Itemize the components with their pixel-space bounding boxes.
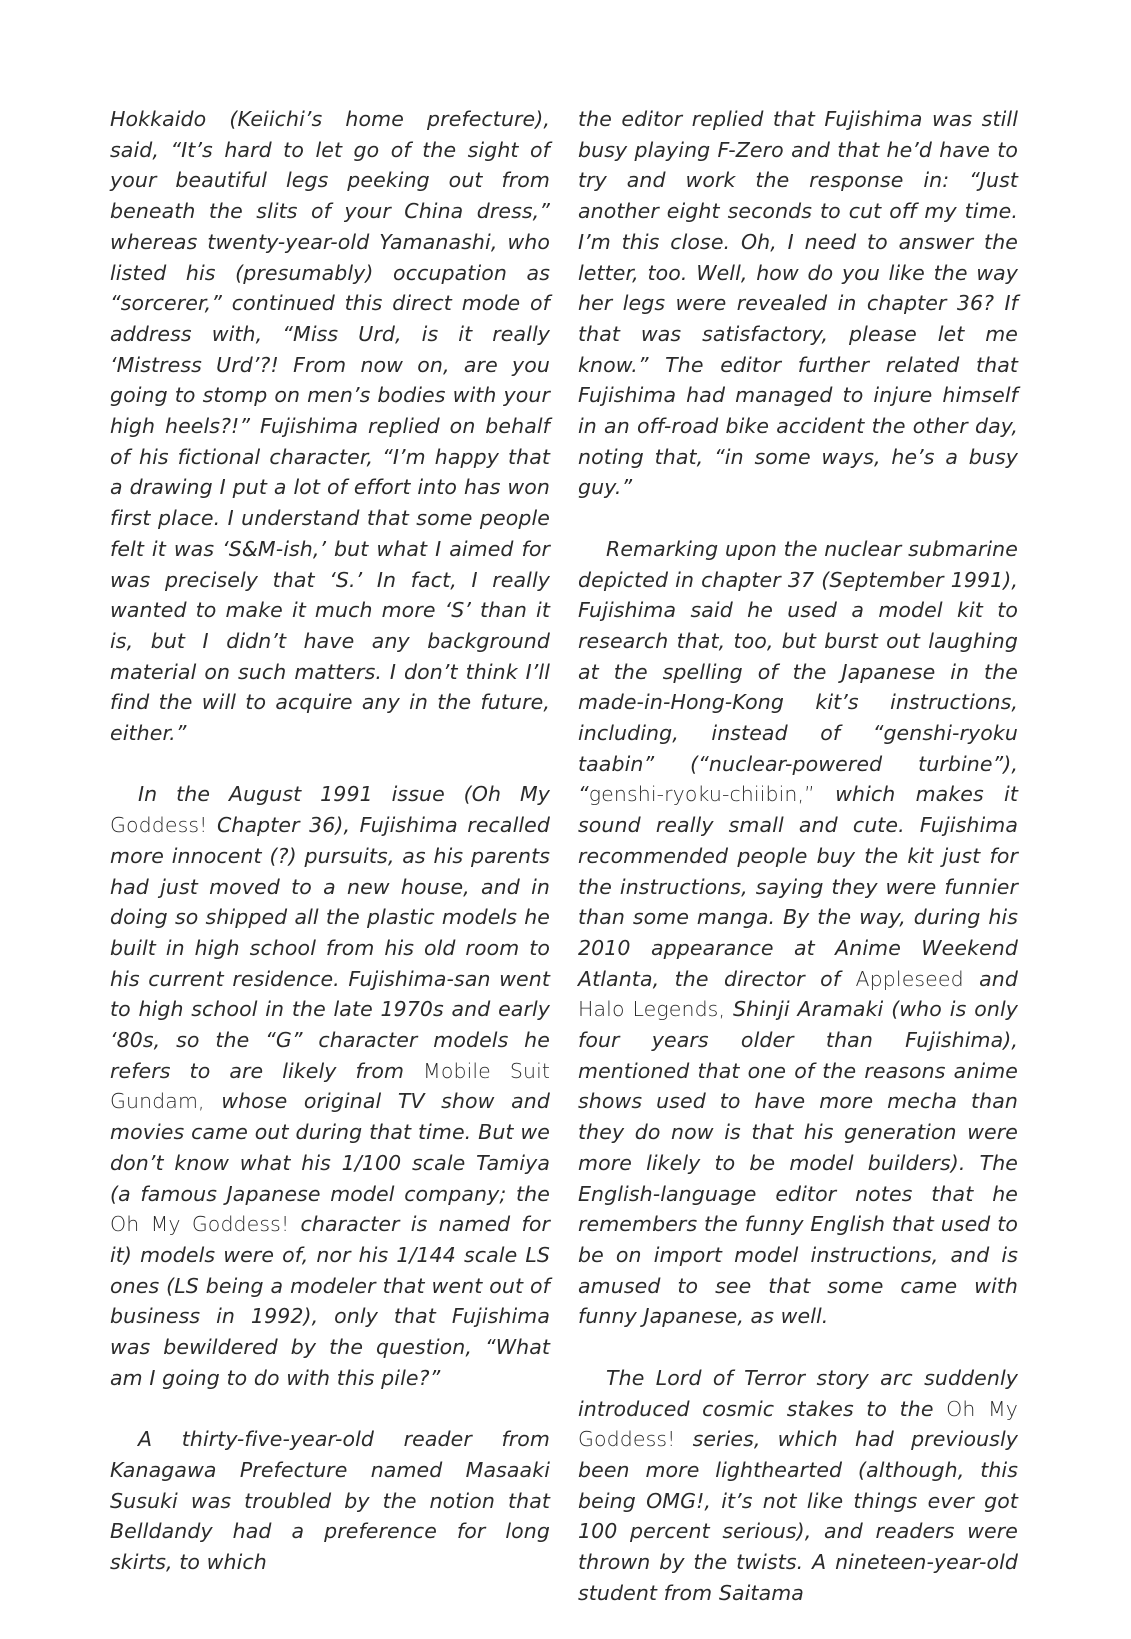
- title-run: Appleseed: [855, 966, 964, 991]
- text-run: Chapter 36), Fujishima recalled more innocent (?) pursuits, as his parents had just moved to a new house, and in doing so shipped all the plastic models he built in high school from his old room to his current residence. Fujishima-san went to high school in the late 1970s and early ‘80s, so the “G” character models he refers to are likely from: [110, 813, 550, 1083]
- right-text-column: [578, 104, 1018, 1639]
- title-run: Oh My Goddess!: [578, 1396, 1018, 1452]
- text-run: The Lord of Terror story arc suddenly introduced cosmic stakes to the: [578, 1365, 1018, 1421]
- paragraph: [578, 1363, 1018, 1609]
- paragraph: Hokkaido (Keiichi’s home prefecture), said, “It’s hard to let go of the sight of your beautiful legs peeking out from beneath the slits of your China dress,” whereas twenty-year-old Yamanashi, who listed his (presumably) occupation as “sorcerer,” continued this direct mode of address with, “Miss Urd, is it really ‘Mistress Urd’?! From now on, are you going to stomp on men’s bodies with your high heels?!” Fujishima replied on behalf of his fictional character, “I’m happy that a drawing I put a lot of effort into has won first place. I understand that some people felt it was ‘S&M-ish,’ but what I aimed for was precisely that ‘S.’ In fact, I really wanted to make it much more ‘S’ than it is, but I didn’t have any background material on such matters. I don’t think I’ll find the will to acquire any in the future, either.”: [110, 107, 550, 746]
- title-run: Halo Legends,: [578, 997, 726, 1022]
- text-run: In the August 1991 issue (Oh My: [138, 782, 550, 807]
- paragraph: A thirty-five-year-old reader from Kanagawa Prefecture named Masaaki Susuki was troubled by the notion that Belldandy had a preference for long skirts, to which: [110, 1427, 550, 1575]
- paragraph: [578, 534, 1018, 1332]
- text-run: Remarking upon the nuclear submarine depicted in chapter 37 (September 1991), Fujishima said he used a model kit to research that, too, but burst out laughing at the spelling of the Japanese in the made-in-Hong-Kong kit’s instructions, including, instead of “genshi-ryoku taabin” (“nuclear-powered turbine”), “: [578, 536, 1018, 807]
- title-run: genshi-ryoku-chiibin,”: [588, 782, 815, 807]
- left-text-column: [110, 104, 550, 1608]
- title-run: Goddess!: [110, 813, 208, 838]
- text-run: which makes it sound really small and cute. Fujishima recommended people buy the kit just for the instructions, saying they were funnier than some manga. By the way, during his 2010 appearance at Anime Weekend Atlanta, the director of: [578, 782, 1018, 991]
- text-run: and: [963, 966, 1018, 991]
- paragraph: the editor replied that Fujishima was still busy playing F-Zero and that he’d have to try and work the response in: “Just another eight seconds to cut off my time. I’m this close. Oh, I need to answer the letter, too. Well, how do you like the way her legs were revealed in chapter 36? If that was satisfactory, please let me know.” The editor further related that Fujishima had managed to injure himself in an off-road bike accident the other day, noting that, “in some ways, he’s a busy guy.”: [578, 107, 1018, 500]
- paragraph: [110, 779, 550, 1393]
- text-run: character is named for it) models were of, nor his 1/144 scale LS ones (LS being a modeler that went out of business in 1992), only that Fujishima was bewildered by the question, “What am I going to do with this pile?”: [110, 1212, 550, 1390]
- text-run: Shinji Aramaki (who is only four years older than Fujishima), mentioned that one of the reasons anime shows used to have more mecha than they do now is that his generation were more likely to be model builders). The English-language editor notes that he remembers the funny English that used to be on import model instructions, and is amused to see that some came with funny Japanese, as well.: [578, 997, 1018, 1329]
- title-run: Oh My Goddess!: [110, 1212, 290, 1237]
- text-run: whose original TV show and movies came out during that time. But we don’t know what his 1/100 scale Tamiya (a famous Japanese model company; the: [110, 1089, 550, 1206]
- title-run: Mobile Suit Gundam,: [110, 1058, 550, 1114]
- text-run: series, which had previously been more lighthearted (although, this being OMG!, it’s not like things ever got 100 percent serious), and readers were thrown by the twists. A nineteen-year-old student from Saitama: [578, 1427, 1018, 1605]
